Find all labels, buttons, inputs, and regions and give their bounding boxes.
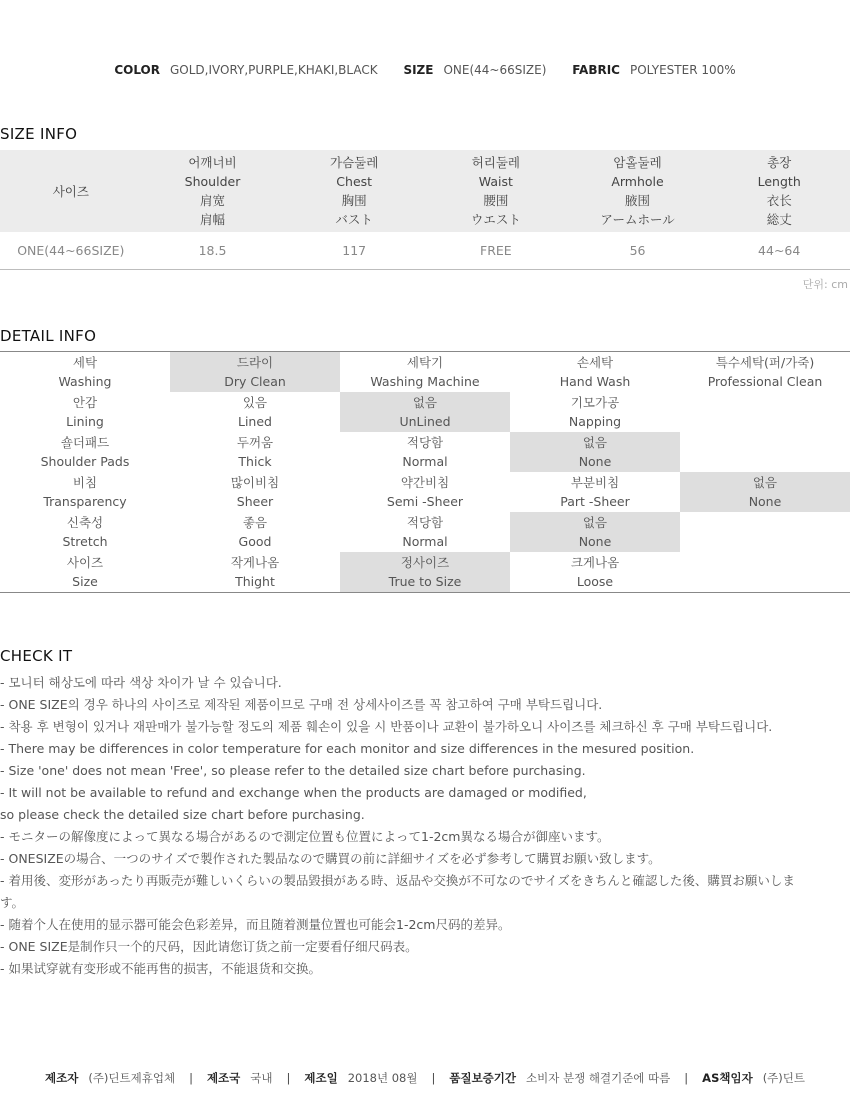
list-item: - モニターの解像度によって異なる場合があるので測定位置も位置によって1-2cm異なる場合が御座います。 [0, 829, 610, 844]
detail-row [0, 552, 850, 592]
size-name-cell: ONE(44~66SIZE) [17, 243, 125, 258]
size-info-title: SIZE INFO [0, 125, 78, 143]
list-item: - There may be differences in color temperature for each monitor and size differences in the mesured position. [0, 741, 695, 756]
detail-option-selected: 없음 None [510, 432, 680, 472]
footer-separator: | [189, 1071, 193, 1085]
footer-separator: | [684, 1071, 689, 1085]
list-item: - ONESIZEの場合、一つのサイズで製作された製品なので購買の前に詳細サイズを必ず参考して購買お願い致します。 [0, 851, 661, 866]
footer-label: 품질보증기간 [449, 1071, 517, 1085]
detail-option-selected: 없음 UnLined [340, 392, 510, 432]
size-info-table [0, 150, 850, 270]
footer-separator: | [286, 1071, 291, 1085]
fabric-value: POLYESTER 100% [629, 63, 736, 77]
detail-option: 손세탁 Hand Wash [559, 355, 631, 389]
list-item: - ONE SIZE是制作只一个的尺码，因此请您订货之前一定要看仔细尺码表。 [0, 939, 418, 954]
size-header-shoulder: 어깨너비 Shoulder 肩宽 肩幅 [184, 155, 241, 227]
list-item: す。 [0, 895, 25, 910]
size-header-chest: 가슴둘레 Chest 胸围 バスト [330, 155, 379, 227]
detail-option-selected: 없음 None [510, 512, 680, 552]
color-label: COLOR [114, 63, 160, 77]
shoulder-value: 18.5 [198, 243, 227, 258]
size-value: ONE(44~66SIZE) [443, 63, 547, 77]
waist-value: FREE [480, 243, 512, 258]
list-item: - 着用後、変形があったり再販売が難しいくらいの製品毀損がある時、返品や交換が不可なのでサイズをきちんと確認した後、購買お願いしま [0, 873, 795, 888]
footer-separator: | [431, 1071, 436, 1085]
detail-row-label: 세탁 Washing [58, 355, 112, 389]
spec-summary [0, 63, 850, 77]
detail-info-title: DETAIL INFO [0, 327, 97, 345]
detail-option: 작게나옴 Thight [230, 555, 280, 589]
list-item: - Size 'one' does not mean 'Free', so please refer to the detailed size chart before purchasing. [0, 763, 586, 778]
chest-value: 117 [342, 243, 367, 258]
footer-label: 제조일 [304, 1071, 338, 1085]
list-item: - It will not be available to refund and exchange when the products are damaged or modified, [0, 785, 587, 800]
check-it-notes [0, 672, 850, 980]
detail-option: 적당함 Normal [402, 515, 448, 549]
footer-value: (주)딘트 [762, 1071, 805, 1085]
detail-row-label: 숄더패드 Shoulder Pads [40, 435, 130, 469]
check-it-title: CHECK IT [0, 647, 73, 665]
footer-value: 국내 [250, 1071, 273, 1085]
detail-row [0, 432, 850, 472]
detail-option: 기모가공 Napping [568, 395, 622, 429]
detail-option: 많이비침 Sheer [230, 475, 280, 509]
detail-option: 있음 Lined [238, 395, 272, 429]
detail-row [0, 352, 850, 392]
footer-label: 제조국 [206, 1071, 241, 1085]
footer-value: 소비자 분쟁 해결기준에 따름 [526, 1071, 671, 1085]
product-notice-footer [0, 1070, 850, 1086]
length-value: 44~64 [758, 243, 801, 258]
detail-option-selected: 없음 None [680, 472, 850, 512]
detail-option [680, 512, 850, 552]
list-item: - 착용 후 변형이 있거나 재판매가 불가능할 정도의 제품 훼손이 있을 시 반품이나 교환이 불가하오니 사이즈를 체크하신 후 구매 부탁드립니다. [0, 719, 773, 734]
list-item: - 모니터 해상도에 따라 색상 차이가 날 수 있습니다. [0, 675, 282, 690]
footer-label: AS책임자 [702, 1071, 753, 1085]
size-table-header [0, 150, 850, 232]
detail-option [680, 432, 850, 472]
footer-label: 제조자 [45, 1071, 79, 1085]
detail-option-selected: 드라이 Dry Clean [170, 352, 340, 392]
list-item: - 如果试穿就有变形或不能再售的损害，不能退货和交换。 [0, 961, 321, 976]
size-label: SIZE [403, 63, 434, 77]
list-item: - 随着个人在使用的显示器可能会色彩差异，而且随着测量位置也可能会1-2cm尺码的差异。 [0, 917, 511, 932]
detail-row-label: 안감 Lining [66, 395, 104, 429]
detail-option [680, 552, 850, 592]
unit-note: 단위: cm [802, 278, 848, 291]
detail-option: 특수세탁(퍼/가죽) Professional Clean [707, 355, 823, 389]
detail-row [0, 512, 850, 552]
detail-option: 약간비침 Semi -Sheer [386, 475, 464, 509]
detail-option: 두꺼움 Thick [236, 435, 274, 469]
detail-option: 부분비침 Part -Sheer [560, 475, 630, 509]
footer-value: 2018년 08월 [347, 1071, 418, 1085]
detail-row-label: 신축성 Stretch [62, 515, 108, 549]
size-header-length: 총장 Length 衣长 総丈 [757, 155, 801, 227]
detail-row [0, 392, 850, 432]
detail-row [0, 472, 850, 512]
armhole-value: 56 [629, 243, 646, 258]
size-header-label: 사이즈 [52, 183, 89, 199]
detail-row-label: 비침 Transparency [43, 475, 127, 509]
color-value: GOLD,IVORY,PURPLE,KHAKI,BLACK [170, 63, 378, 77]
fabric-label: FABRIC [572, 63, 620, 77]
detail-option-selected: 정사이즈 True to Size [340, 552, 510, 592]
detail-option [680, 392, 850, 432]
detail-option: 크게나옴 Loose [570, 555, 620, 589]
list-item: - ONE SIZE의 경우 하나의 사이즈로 제작된 제품이므로 구매 전 상세사이즈를 꼭 참고하여 구매 부탁드립니다. [0, 697, 603, 712]
footer-value: (주)딘트제휴업체 [88, 1071, 176, 1085]
detail-info-table [0, 351, 850, 593]
list-item: so please check the detailed size chart before purchasing. [0, 807, 365, 822]
table-row [0, 232, 850, 270]
detail-row-label: 사이즈 Size [66, 555, 104, 589]
size-header-waist: 허리둘레 Waist 腰围 ウエスト [470, 155, 521, 227]
detail-option: 좋음 Good [238, 515, 272, 549]
detail-option: 적당함 Normal [402, 435, 448, 469]
size-header-armhole: 암홀둘레 Armhole 腋围 アームホール [600, 155, 675, 227]
detail-option: 세탁기 Washing Machine [370, 355, 480, 389]
